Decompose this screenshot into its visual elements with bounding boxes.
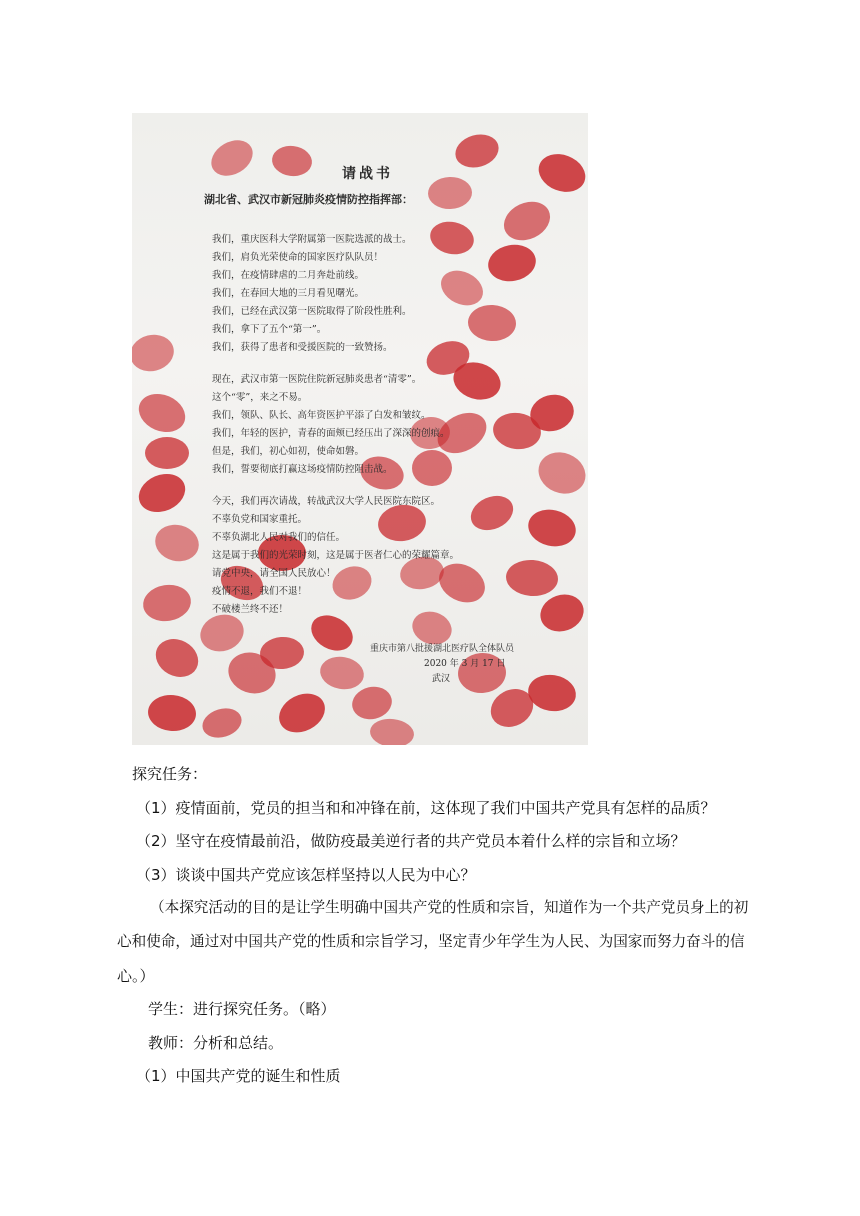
question-3: （3）谈谈中国共产党应该怎样坚持以人民为中心？ [136,866,476,884]
fingerprint-mark [532,445,588,500]
petition-addressee: 湖北省、武汉市新冠肺炎疫情防控指挥部： [204,193,413,206]
section-1-heading: （1）中国共产党的诞生和性质 [136,1067,341,1085]
task-heading: 探究任务： [132,765,208,783]
fingerprint-mark [132,330,178,376]
petition-line: 疫情不退，我们不退！ [212,586,308,597]
petition-photo [132,113,588,745]
fingerprint-mark [205,133,259,183]
petition-line: 我们，已经在武汉第一医院取得了阶段性胜利。 [212,306,412,317]
fingerprint-mark [145,437,189,469]
fingerprint-mark [376,502,429,544]
petition-line: 不辜负湖北人民对我们的信任。 [212,532,346,543]
petition-line: 我们，在疫情肆虐的二月奔赴前线。 [212,270,365,281]
petition-line: 我们，领队、队长、高年资医护平添了白发和皱纹。 [212,410,431,421]
petition-title: 请战书 [342,166,393,182]
fingerprint-mark [505,558,559,598]
question-2: （2）坚守在疫情最前沿，做防疫最美逆行者的共产党员本着什么样的宗旨和立场？ [136,832,686,850]
petition-line: 我们，肩负光荣使命的国家医疗队队员！ [212,252,384,263]
petition-line: 这是属于我们的光荣时刻，这是属于医者仁心的荣耀篇章。 [212,550,460,561]
petition-line: 我们，重庆医科大学附属第一医院选派的战士。 [212,234,412,245]
student-line: 学生：进行探究任务。（略） [148,1000,336,1018]
fingerprint-mark [485,241,539,285]
petition-line: 我们，誓要彻底打赢这场疫情防控阻击战。 [212,464,393,475]
petition-line: 我们，拿下了五个“第一”。 [212,324,327,335]
fingerprint-mark [525,671,578,714]
purpose-line-1: （本探究活动的目的是让学生明确中国共产党的性质和宗旨，知道作为一个共产党员身上的初 [150,899,749,916]
petition-line: 请党中央，请全国人民放心！ [212,568,336,579]
fingerprint-mark [412,450,453,487]
fingerprint-mark [149,632,205,684]
fingerprint-mark [305,608,359,657]
fingerprint-mark [151,520,202,566]
petition-line: 我们，年轻的医护，青春的面颊已经压出了深深的创痕。 [212,428,450,439]
fingerprint-mark [435,264,489,312]
fingerprint-mark [498,195,557,248]
petition-line: 我们，在春回大地的三月看见曙光。 [212,288,365,299]
fingerprint-mark [427,176,472,210]
fingerprint-mark [133,467,191,519]
fingerprint-mark [140,581,193,624]
petition-line: 我们，获得了患者和受援医院的一致赞扬。 [212,342,393,353]
fingerprint-mark [349,683,395,723]
petition-place: 武汉 [432,674,451,684]
fingerprint-mark [196,609,249,657]
fingerprint-mark [318,653,367,692]
fingerprint-mark [427,218,477,258]
petition-line: 但是，我们，初心如初，使命如磐。 [212,446,365,457]
question-1: （1）疫情面前，党员的担当和和冲锋在前，这体现了我们中国共产党具有怎样的品质？ [136,799,716,817]
purpose-line-2: 心和使命，通过对中国共产党的性质和宗旨学习，坚定青少年学生为人民、为国家而努力奋斗的信 [117,933,745,950]
petition-line: 这个“零”，来之不易。 [212,392,308,403]
fingerprint-mark [270,144,313,179]
petition-signature: 重庆市第八批援湖北医疗队全体队员 [370,644,515,654]
fingerprint-mark [451,130,502,173]
fingerprint-mark [467,304,517,342]
petition-line: 不辜负党和国家重托。 [212,514,308,525]
petition-line: 今天，我们再次请战，转战武汉大学人民医院东院区。 [212,496,441,507]
fingerprint-mark [465,489,518,536]
fingerprint-mark [199,704,245,742]
fingerprint-mark [133,387,191,439]
fingerprint-mark [272,686,331,740]
fingerprint-mark [369,717,416,745]
fingerprint-mark [533,148,588,199]
purpose-line-3: 心。） [117,967,155,985]
fingerprint-mark [147,693,198,733]
petition-line: 现在，武汉市第一医院住院新冠肺炎患者“清零”。 [212,374,422,385]
fingerprint-mark [535,589,588,637]
fingerprint-mark [525,505,580,551]
petition-line: 不破楼兰终不还！ [212,604,289,615]
petition-date: 2020 年 3 月 17 日 [424,659,506,669]
teacher-line: 教师：分析和总结。 [148,1034,284,1052]
